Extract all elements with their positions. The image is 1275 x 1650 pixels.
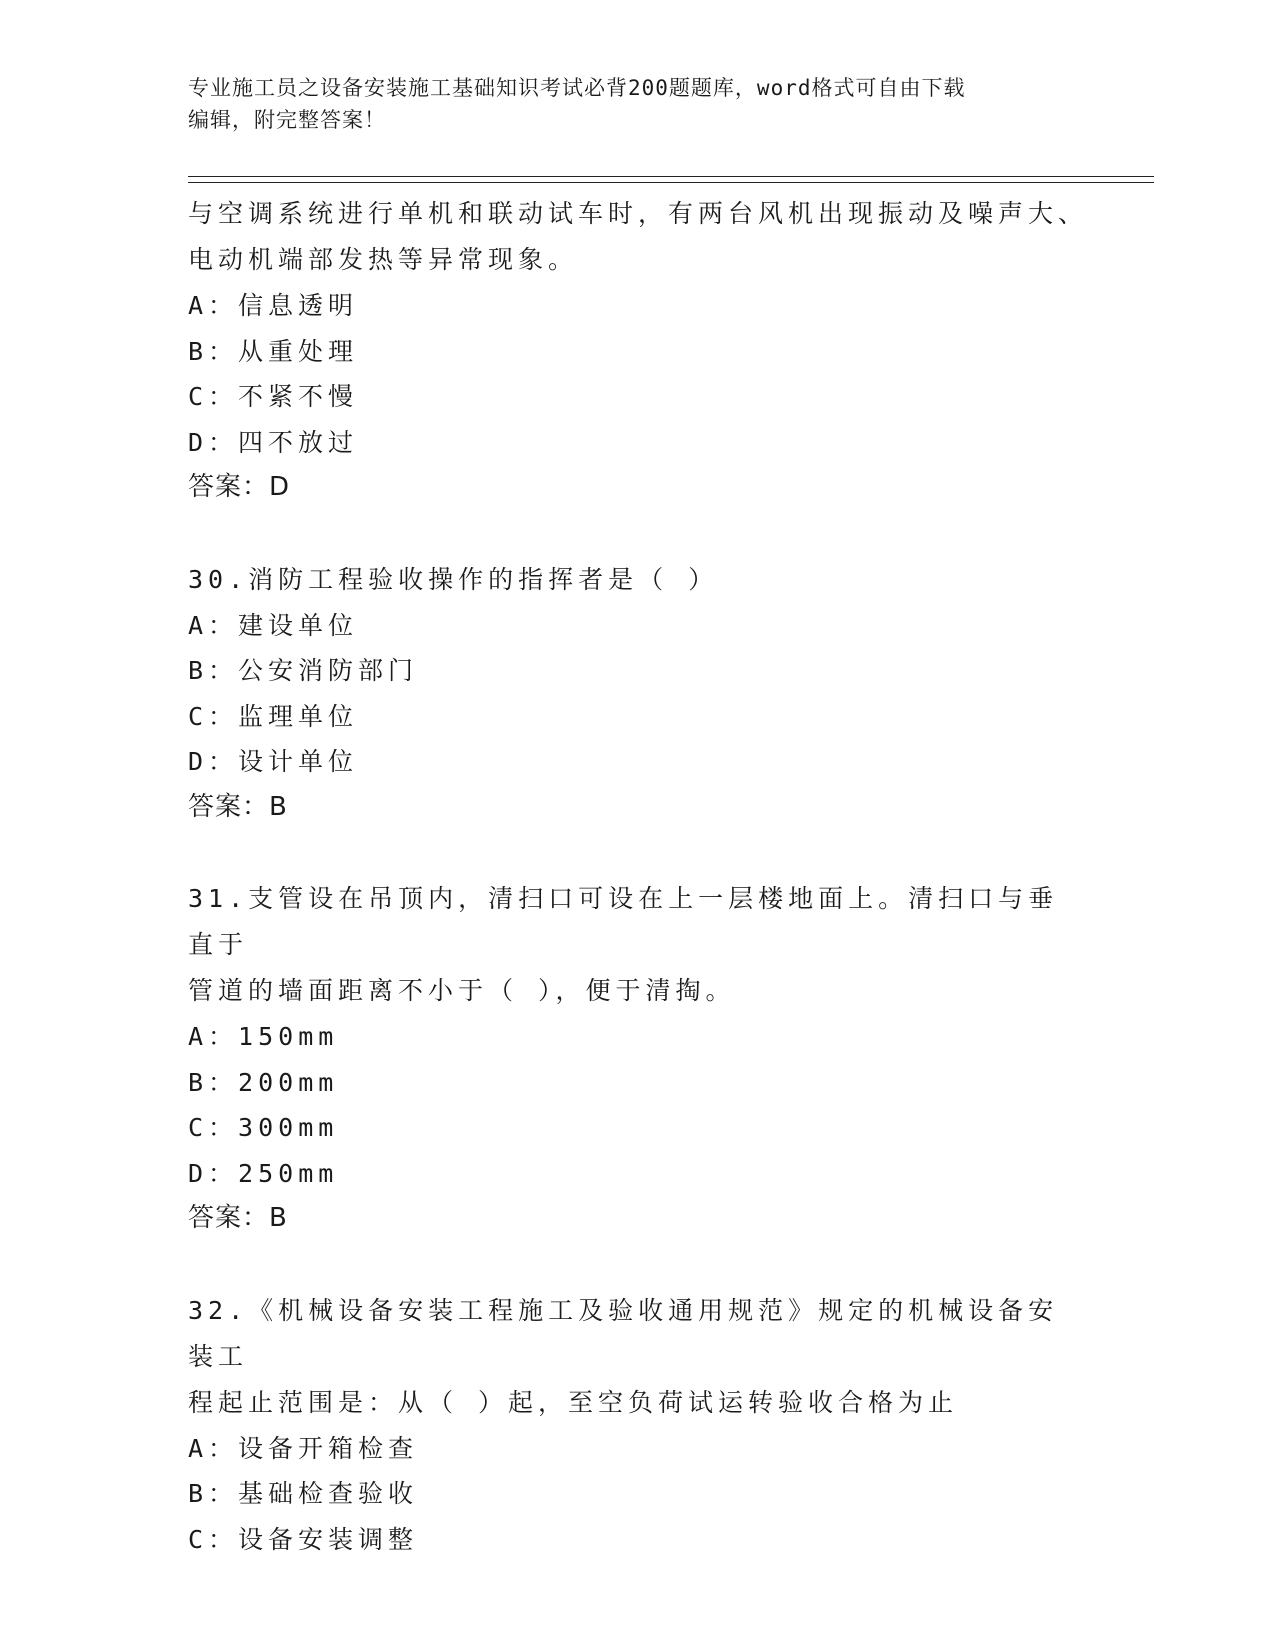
block-spacer bbox=[188, 1242, 1088, 1288]
block-spacer bbox=[188, 511, 1088, 557]
option-d: D：250mm bbox=[188, 1158, 339, 1188]
question-stem-line: 32.《机械设备安装工程施工及验收通用规范》规定的机械设备安装工 bbox=[188, 1295, 1059, 1371]
header-title-line1: 专业施工员之设备安装施工基础知识考试必背200题题库，word格式可自由下载 bbox=[188, 76, 966, 100]
option-d: D：设计单位 bbox=[188, 747, 359, 776]
question-list bbox=[188, 191, 1088, 1562]
option-b: B：从重处理 bbox=[188, 336, 359, 366]
option-c: C：监理单位 bbox=[188, 701, 359, 731]
question-stem-line: 电动机端部发热等异常现象。 bbox=[188, 245, 579, 274]
answer-line: 答案：B bbox=[188, 791, 288, 822]
option-b: B：基础检查验收 bbox=[188, 1479, 419, 1508]
option-c: C：300mm bbox=[188, 1113, 339, 1142]
header-divider-top bbox=[188, 176, 1154, 177]
document-header bbox=[188, 72, 1088, 136]
option-c: C：不紧不慢 bbox=[188, 382, 359, 411]
question-stem-line: 管道的墙面距离不小于（ ），便于清掏。 bbox=[188, 976, 736, 1005]
question-stem-line: 程起止范围是：从（ ）起，至空负荷试运转验收合格为止 bbox=[188, 1387, 959, 1417]
block-spacer bbox=[188, 830, 1088, 876]
header-divider-bottom bbox=[188, 182, 1154, 183]
question-stem-line: 31.支管设在吊顶内，清扫口可设在上一层楼地面上。清扫口与垂直于 bbox=[188, 884, 1059, 959]
answer-line: 答案：D bbox=[188, 472, 291, 502]
option-b: B：公安消防部门 bbox=[188, 656, 419, 685]
option-c: C：设备安装调整 bbox=[188, 1524, 419, 1554]
question-block-30 bbox=[188, 557, 1088, 831]
header-title-line2: 编辑，附完整答案！ bbox=[188, 108, 386, 132]
option-b: B：200mm bbox=[188, 1067, 339, 1097]
option-a: A：150mm bbox=[188, 1022, 339, 1051]
option-d: D：四不放过 bbox=[188, 427, 359, 457]
answer-line: 答案：B bbox=[188, 1203, 288, 1233]
question-stem-line: 30.消防工程验收操作的指挥者是（ ） bbox=[188, 564, 719, 594]
question-block-31 bbox=[188, 876, 1088, 1242]
option-a: A：建设单位 bbox=[188, 610, 359, 640]
option-a: A：信息透明 bbox=[188, 291, 359, 320]
question-block-32 bbox=[188, 1288, 1088, 1563]
question-stem-line: 与空调系统进行单机和联动试车时，有两台风机出现振动及噪声大、 bbox=[188, 199, 1089, 228]
question-block-continued bbox=[188, 191, 1088, 511]
option-a: A：设备开箱检查 bbox=[188, 1433, 419, 1463]
